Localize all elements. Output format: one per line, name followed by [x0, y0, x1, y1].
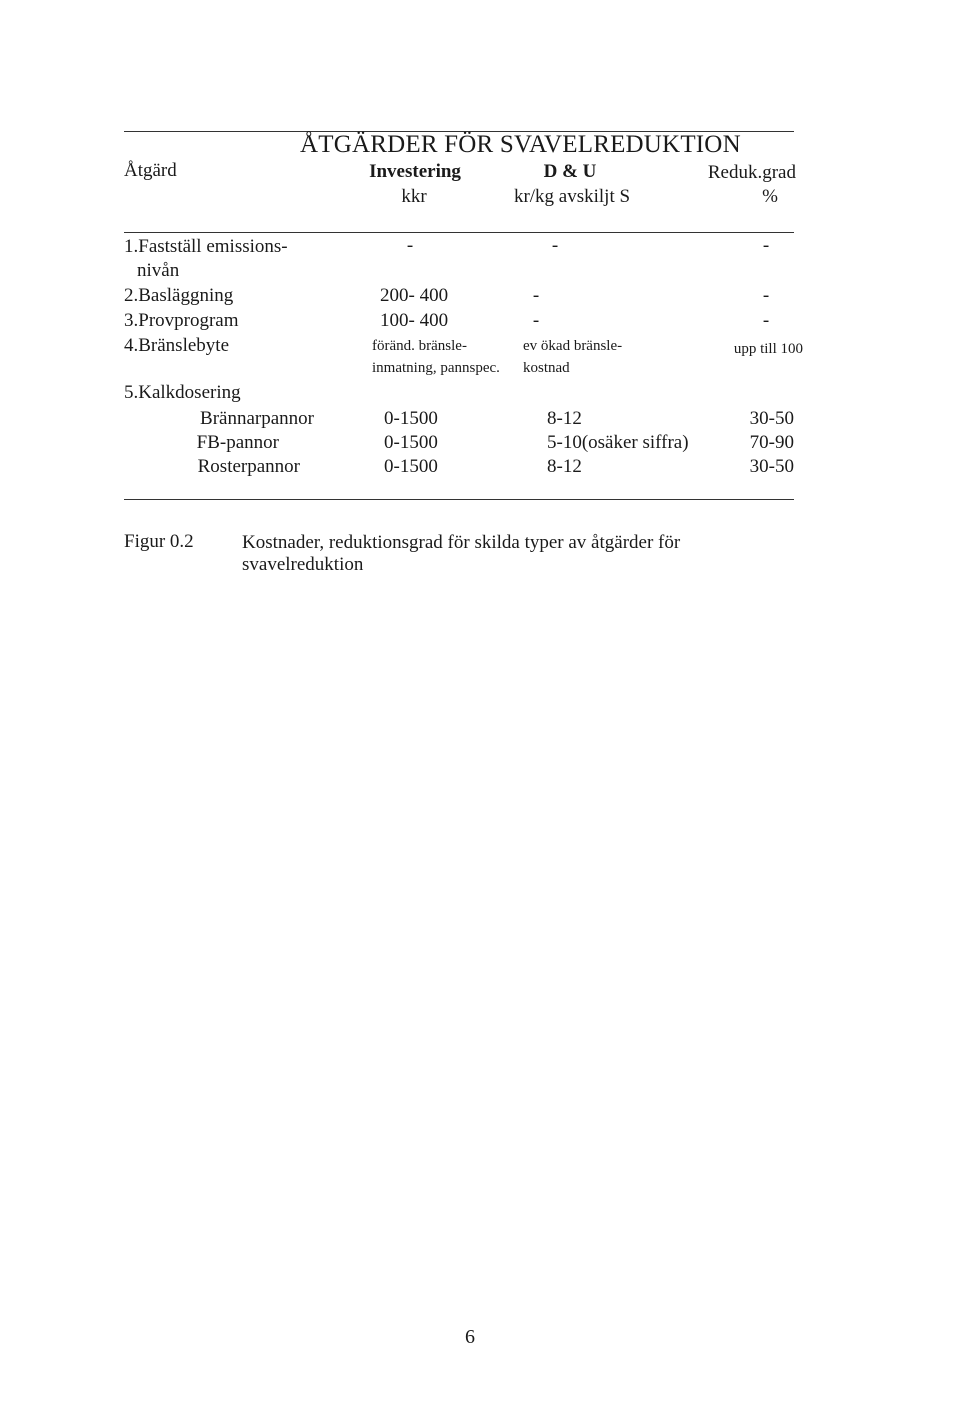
row-6-measure: Brännarpannor [200, 408, 314, 429]
figure-label: Figur 0.2 [124, 531, 194, 552]
figure-caption-line1: Kostnader, reduktionsgrad för skilda typer av åtgärder för [242, 532, 681, 553]
row-2-reduction: - [762, 285, 770, 306]
table-bottom-rule [124, 499, 794, 500]
row-4-investment-line2: inmatning, pannspec. [372, 360, 500, 376]
row-2-du: - [532, 285, 540, 306]
header-du-unit: kr/kg avskiljt S [513, 186, 631, 207]
row-4-investment-line1: föränd. bränsle- [372, 338, 467, 354]
row-1-measure-line2: nivån [137, 260, 180, 281]
row-4-measure: 4.Bränslebyte [124, 335, 230, 356]
header-investment-unit: kkr [401, 186, 427, 207]
row-1-measure-line1: 1.Fastställ emissions- [124, 236, 288, 257]
row-6-reduction: 30-50 [749, 408, 794, 429]
row-6-investment: 0-1500 [384, 408, 438, 429]
row-7-measure: FB-pannor [196, 432, 279, 453]
row-2-measure: 2.Basläggning [124, 285, 234, 306]
row-4-reduction: upp till 100 [733, 341, 803, 357]
row-3-du: - [532, 310, 540, 331]
row-8-measure: Rosterpannor [197, 456, 300, 477]
table-title: ÅTGÄRDER FÖR SVAVELREDUKTION [300, 131, 741, 158]
header-investment: Investering [369, 161, 461, 182]
row-8-reduction: 30-50 [749, 456, 794, 477]
row-7-investment: 0-1500 [384, 432, 438, 453]
header-measure: Åtgärd [124, 160, 177, 181]
row-4-du-line2: kostnad [523, 360, 570, 376]
table-header-rule [124, 232, 794, 233]
row-1-reduction: - [762, 235, 770, 256]
row-7-reduction: 70-90 [749, 432, 794, 453]
row-3-investment: 100- 400 [380, 310, 449, 331]
page-number: 6 [465, 1326, 475, 1348]
row-2-investment: 200- 400 [380, 285, 449, 306]
row-8-investment: 0-1500 [384, 456, 438, 477]
header-du: D & U [543, 161, 597, 182]
row-8-du: 8-12 [547, 456, 582, 477]
header-reduction: Reduk.grad [707, 162, 796, 183]
row-3-measure: 3.Provprogram [124, 310, 239, 331]
figure-caption-line2: svavelreduktion [242, 554, 364, 575]
row-6-du: 8-12 [547, 408, 582, 429]
row-1-investment: - [406, 235, 414, 256]
row-3-reduction: - [762, 310, 770, 331]
header-reduction-unit: % [762, 186, 778, 207]
row-7-du: 5-10(osäker siffra) [547, 432, 689, 453]
row-4-du-line1: ev ökad bränsle- [523, 338, 623, 354]
row-5-measure: 5.Kalkdosering [124, 382, 241, 403]
row-1-du: - [551, 235, 559, 256]
